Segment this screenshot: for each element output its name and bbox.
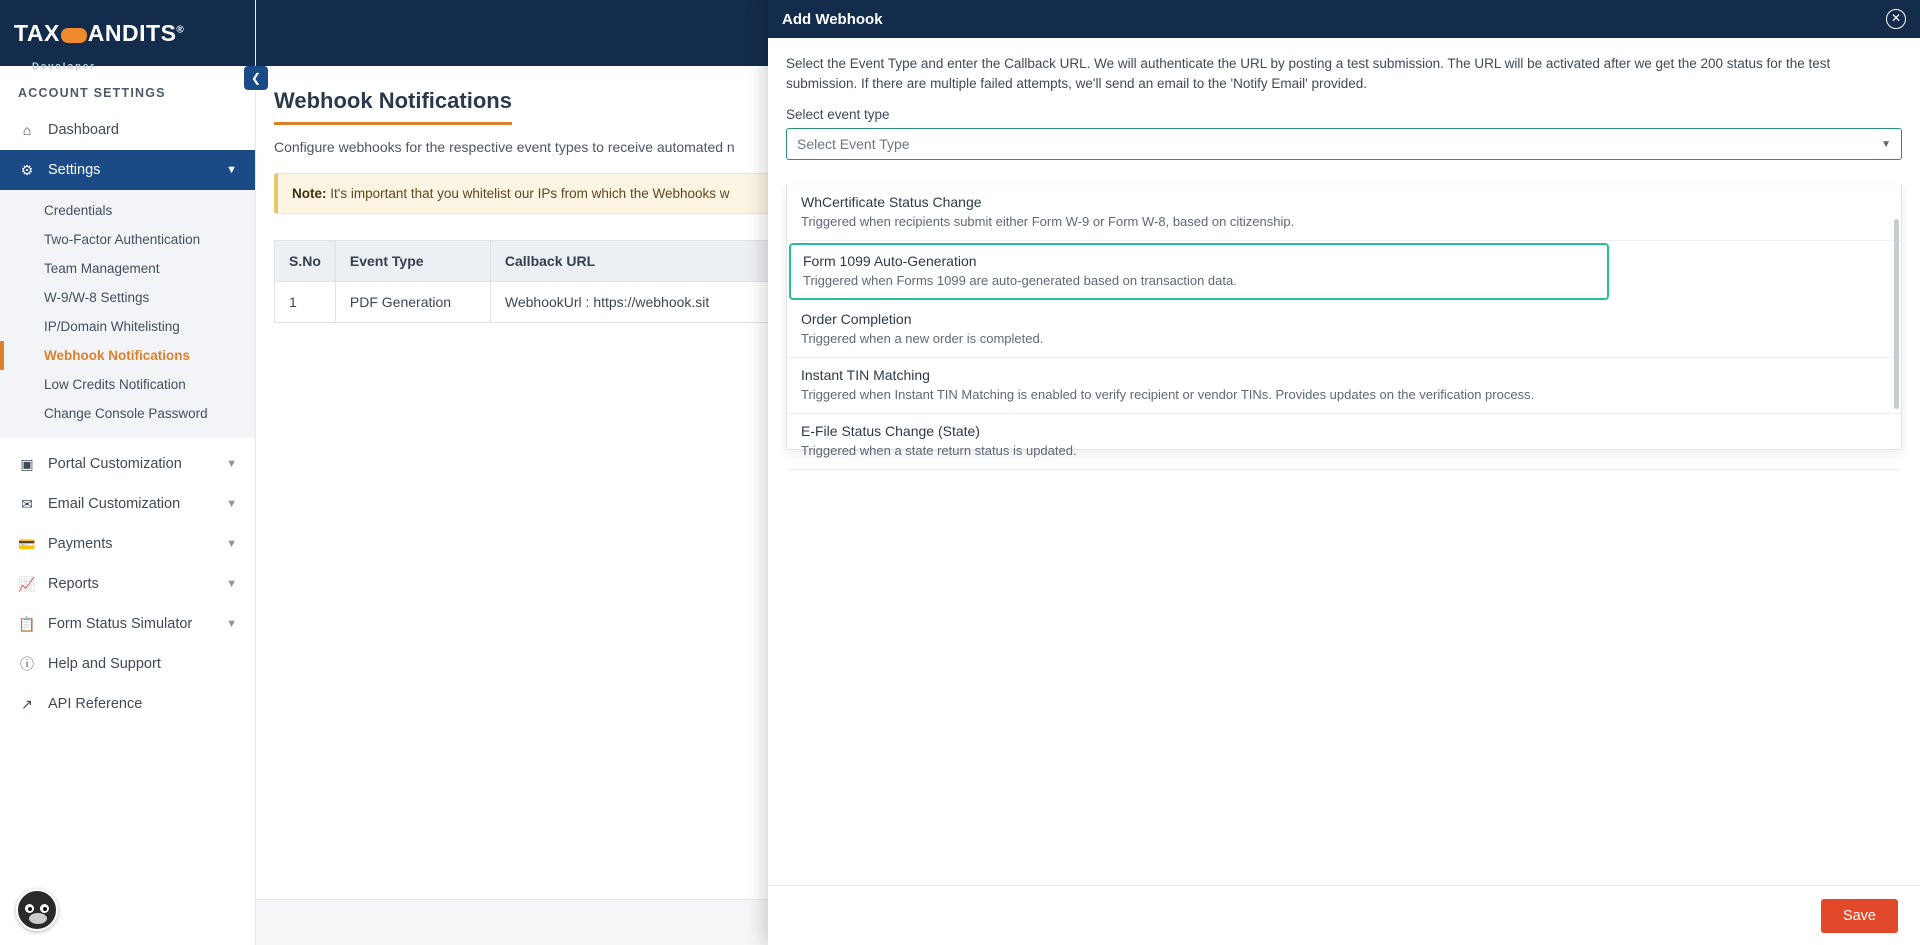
sidebar-item-portal-customization[interactable] bbox=[0, 444, 255, 484]
event-type-dropdown bbox=[786, 185, 1902, 458]
avatar-eye-right bbox=[40, 904, 49, 913]
chevron-down-icon: ▼ bbox=[1881, 138, 1891, 150]
dropdown-option-name: Order Completion bbox=[801, 311, 912, 327]
bug-icon bbox=[61, 28, 87, 43]
dropdown-option-order-completion[interactable] bbox=[787, 302, 1901, 358]
sidebar-item-team-management[interactable]: Team Management bbox=[44, 261, 160, 276]
dropdown-option-form-1099-auto-generation[interactable] bbox=[789, 243, 1609, 300]
save-button[interactable]: Save bbox=[1821, 899, 1898, 933]
external-link-icon: ↗ bbox=[21, 695, 33, 712]
help-icon: ⓘ bbox=[20, 656, 34, 672]
sidebar-item-label: API Reference bbox=[48, 696, 143, 712]
sidebar-item-two-factor-authentication[interactable]: Two-Factor Authentication bbox=[44, 232, 201, 247]
mail-icon: ✉ bbox=[21, 495, 33, 512]
registered-mark: ® bbox=[176, 23, 185, 35]
dropdown-option-description: Triggered when a new order is completed. bbox=[801, 331, 1044, 346]
dropdown-option-name: WhCertificate Status Change bbox=[801, 194, 982, 210]
sidebar-item-dashboard[interactable] bbox=[0, 110, 255, 150]
chevron-down-icon: ▼ bbox=[226, 498, 237, 510]
avatar-snout bbox=[29, 913, 47, 924]
sidebar-item-label: Form Status Simulator bbox=[48, 616, 193, 632]
dropdown-option-description: Triggered when Instant TIN Matching is enabled to verify recipient or vendor TINs. Provides updates on the verification process. bbox=[801, 387, 1535, 402]
brand-name-part1: TAX bbox=[14, 19, 60, 46]
chevron-down-icon: ▼ bbox=[226, 618, 237, 630]
column-header-event-type: Event Type bbox=[335, 241, 490, 282]
chevron-down-icon: ▼ bbox=[226, 578, 237, 590]
form-icon: 📋 bbox=[18, 615, 36, 632]
sidebar-item-form-status-simulator[interactable] bbox=[0, 604, 255, 644]
sidebar-item-api-reference[interactable] bbox=[0, 684, 255, 724]
column-header-sno: S.No bbox=[275, 241, 336, 282]
sidebar-item-label: Payments bbox=[48, 536, 113, 552]
dropdown-option-name: Form 1099 Auto-Generation bbox=[803, 253, 977, 269]
brand-logo[interactable] bbox=[0, 0, 255, 72]
event-type-select-value: Select Event Type bbox=[797, 136, 910, 153]
sidebar-item-payments[interactable] bbox=[0, 524, 255, 564]
sidebar-item-webhook-notifications[interactable]: Webhook Notifications bbox=[0, 341, 255, 370]
sidebar-item-label: Portal Customization bbox=[48, 456, 182, 472]
dropdown-scrollbar[interactable] bbox=[1894, 219, 1899, 409]
dropdown-option-description: Triggered when a state return status is updated. bbox=[801, 443, 1077, 458]
sidebar-item-w9-w8-settings[interactable]: W-9/W-8 Settings bbox=[44, 290, 150, 305]
close-icon[interactable]: ✕ bbox=[1886, 9, 1906, 29]
add-webhook-modal bbox=[768, 0, 1920, 945]
event-type-label: Select event type bbox=[786, 107, 890, 123]
chart-icon: 📈 bbox=[18, 575, 36, 592]
sidebar-item-reports[interactable] bbox=[0, 564, 255, 604]
card-icon: 💳 bbox=[18, 535, 36, 552]
modal-title: Add Webhook bbox=[782, 10, 883, 28]
avatar-eye-left bbox=[25, 904, 34, 913]
dropdown-option-efile-status-change-state[interactable] bbox=[787, 414, 1901, 470]
sidebar-item-label: Settings bbox=[48, 162, 101, 178]
brand-name-part2: ANDITS bbox=[87, 19, 177, 46]
chevron-down-icon: ▼ bbox=[226, 458, 237, 470]
note-label: Note: bbox=[292, 186, 327, 201]
sidebar-item-label: Email Customization bbox=[48, 496, 181, 512]
modal-body bbox=[768, 38, 1920, 458]
chevron-down-icon: ▼ bbox=[226, 164, 237, 176]
cell-callback-url: WebhookUrl : https://webhook.sit bbox=[490, 282, 1673, 323]
sidebar-item-email-customization[interactable] bbox=[0, 484, 255, 524]
brand-text bbox=[14, 19, 185, 72]
settings-submenu bbox=[0, 190, 255, 438]
note-text: It's important that you whitelist our IPs from which the Webhooks w bbox=[326, 186, 730, 201]
avatar[interactable] bbox=[16, 889, 58, 931]
sidebar-lower-nav bbox=[0, 444, 255, 724]
event-type-dropdown-list[interactable] bbox=[787, 185, 1901, 458]
sidebar-collapse-button[interactable]: ❮ bbox=[244, 66, 268, 90]
modal-description: Select the Event Type and enter the Callback URL. We will authenticate the URL by posting a test submission. The URL will be activated after we get the 200 status for the test submission. If there are multiple failed attempts, we'll send an email to the 'Notify Email' provided. bbox=[786, 56, 1831, 91]
sidebar-item-help-and-support[interactable] bbox=[0, 644, 255, 684]
dropdown-option-description: Triggered when recipients submit either Form W-9 or Form W-8, based on citizenship. bbox=[801, 214, 1295, 229]
cell-sno: 1 bbox=[275, 282, 336, 323]
column-header-callback-url: Callback URL bbox=[490, 241, 1673, 282]
home-icon: ⌂ bbox=[22, 122, 32, 138]
page-description: Configure webhooks for the respective event types to receive automated n bbox=[274, 139, 735, 155]
page-title: Webhook Notifications bbox=[274, 88, 512, 125]
brand-subtitle: Developer bbox=[32, 60, 96, 72]
sidebar-item-ip-domain-whitelisting[interactable]: IP/Domain Whitelisting bbox=[44, 319, 180, 334]
sidebar-item-low-credits-notification[interactable]: Low Credits Notification bbox=[44, 377, 186, 392]
sidebar-item-label: Help and Support bbox=[48, 656, 161, 672]
sidebar-item-settings[interactable] bbox=[0, 150, 255, 190]
sidebar-item-label: Dashboard bbox=[48, 122, 119, 138]
chevron-down-icon: ▼ bbox=[226, 538, 237, 550]
dropdown-option-name: Instant TIN Matching bbox=[801, 367, 930, 383]
sidebar-section-title: ACCOUNT SETTINGS bbox=[18, 86, 166, 100]
dropdown-option-instant-tin-matching[interactable] bbox=[787, 358, 1901, 414]
avatar-pupil-left bbox=[28, 907, 32, 911]
sidebar-item-change-console-password[interactable]: Change Console Password bbox=[44, 406, 208, 421]
modal-header bbox=[768, 0, 1920, 38]
dropdown-option-name: E-File Status Change (State) bbox=[801, 423, 980, 439]
sidebar-item-label: Reports bbox=[48, 576, 99, 592]
modal-footer bbox=[768, 885, 1920, 945]
cell-event-type: PDF Generation bbox=[335, 282, 490, 323]
event-type-select[interactable] bbox=[786, 128, 1902, 160]
sidebar bbox=[0, 0, 256, 945]
dropdown-option-description: Triggered when Forms 1099 are auto-generated based on transaction data. bbox=[803, 273, 1237, 288]
dropdown-option-whcertificate-status-change[interactable] bbox=[787, 185, 1901, 241]
avatar-pupil-right bbox=[43, 907, 47, 911]
gear-icon: ⚙ bbox=[20, 161, 34, 178]
sidebar-item-credentials[interactable]: Credentials bbox=[44, 203, 113, 218]
layout-icon: ▣ bbox=[20, 455, 34, 472]
